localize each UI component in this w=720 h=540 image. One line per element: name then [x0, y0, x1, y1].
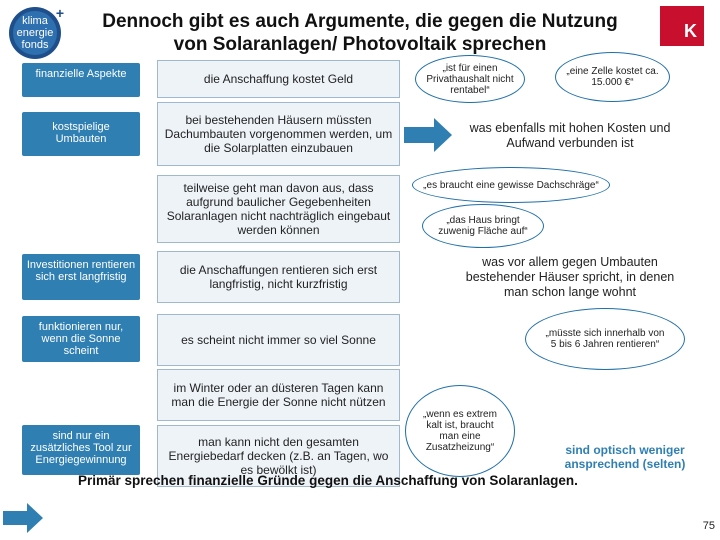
- argument-text: die Anschaffungen rentieren sich erst langfristig, nicht kurzfristig: [179, 263, 378, 291]
- page-title: [70, 10, 650, 56]
- argument-cost: [157, 60, 400, 98]
- category-label: kostspielige Umbauten: [52, 121, 110, 145]
- quote-area: „das Haus bringt zuwenig Fläche auf“: [422, 204, 544, 248]
- category-financial: [22, 63, 140, 97]
- quote-not-profitable: „ist für einen Privathaushalt nicht rentabel“: [415, 55, 525, 103]
- argument-roof-renovation: [157, 102, 400, 166]
- argument-text: die Anschaffung kostet Geld: [203, 72, 354, 86]
- category-sunshine: [22, 316, 140, 362]
- title-line2: von Solaranlagen/ Photovoltaik sprechen: [173, 34, 547, 55]
- category-additional-tool: [22, 425, 140, 475]
- title-line1: Dennoch gibt es auch Argumente, die gegen die Nutzung: [102, 11, 618, 32]
- statement-old-houses: was vor allem gegen Umbauten bestehender Häuser spricht, in denen man schon lange wohnt: [465, 255, 675, 299]
- conclusion-text: Primär sprechen finanzielle Gründe gegen die Anschaffung von Solaranlagen.: [78, 473, 578, 488]
- statement-costly: was ebenfalls mit hohen Kosten und Aufwand verbunden ist: [469, 121, 671, 150]
- argument-text: bei bestehenden Häusern müssten Dachumbauten vorgenommen werden, um die Solarplatten einzubauen: [164, 113, 393, 155]
- argument-text: es scheint nicht immer so viel Sonne: [181, 333, 376, 347]
- argument-structural: [157, 175, 400, 243]
- argument-text: teilweise geht man davon aus, dass aufgrund baulicher Gegebenheiten Solaranlagen nicht nachträglich eingebaut werden können: [166, 181, 391, 237]
- brand-letter: K: [684, 21, 697, 41]
- logo-line1: klima: [22, 15, 48, 27]
- argument-text: man kann nicht den gesamten Energiebedarf decken (z.B. an Tagen, wo es bewölkt ist): [168, 435, 389, 477]
- category-long-term: [22, 254, 140, 300]
- category-label: Investitionen rentieren sich erst langfristig: [26, 259, 136, 283]
- category-label: finanzielle Aspekte: [35, 68, 127, 80]
- logo-line2: energie: [16, 27, 54, 39]
- brand-logo: [660, 6, 704, 46]
- category-label: sind nur ein zusätzliches Tool zur Energiegewinnung: [30, 430, 132, 466]
- arrow-right-icon: [3, 503, 45, 533]
- logo-plus: +: [55, 5, 65, 21]
- category-label: funktionieren nur, wenn die Sonne scheint: [38, 321, 124, 357]
- page-number: 75: [702, 520, 715, 532]
- quote-cell-cost: „eine Zelle kostet ca. 15.000 €“: [555, 52, 670, 102]
- argument-long-term: [157, 251, 400, 303]
- logo-line3: fonds: [21, 39, 49, 51]
- arrow-right-icon: [404, 118, 454, 152]
- argument-text: im Winter oder an düsteren Tagen kann man die Energie der Sonne nicht nützen: [171, 381, 386, 409]
- quote-return-years: „müsste sich innerhalb von 5 bis 6 Jahren rentieren“: [525, 308, 685, 370]
- argument-winter: [157, 369, 400, 421]
- optical-note: sind optisch weniger ansprechend (selten): [564, 443, 686, 471]
- quote-roof-pitch: „es braucht eine gewisse Dachschräge“: [412, 167, 610, 203]
- quote-extra-heating: „wenn es extrem kalt ist, braucht man eine Zusatzheizung“: [405, 385, 515, 477]
- argument-sun: [157, 314, 400, 366]
- category-renovation: [22, 112, 140, 156]
- klimaenergiefonds-logo: [8, 4, 66, 62]
